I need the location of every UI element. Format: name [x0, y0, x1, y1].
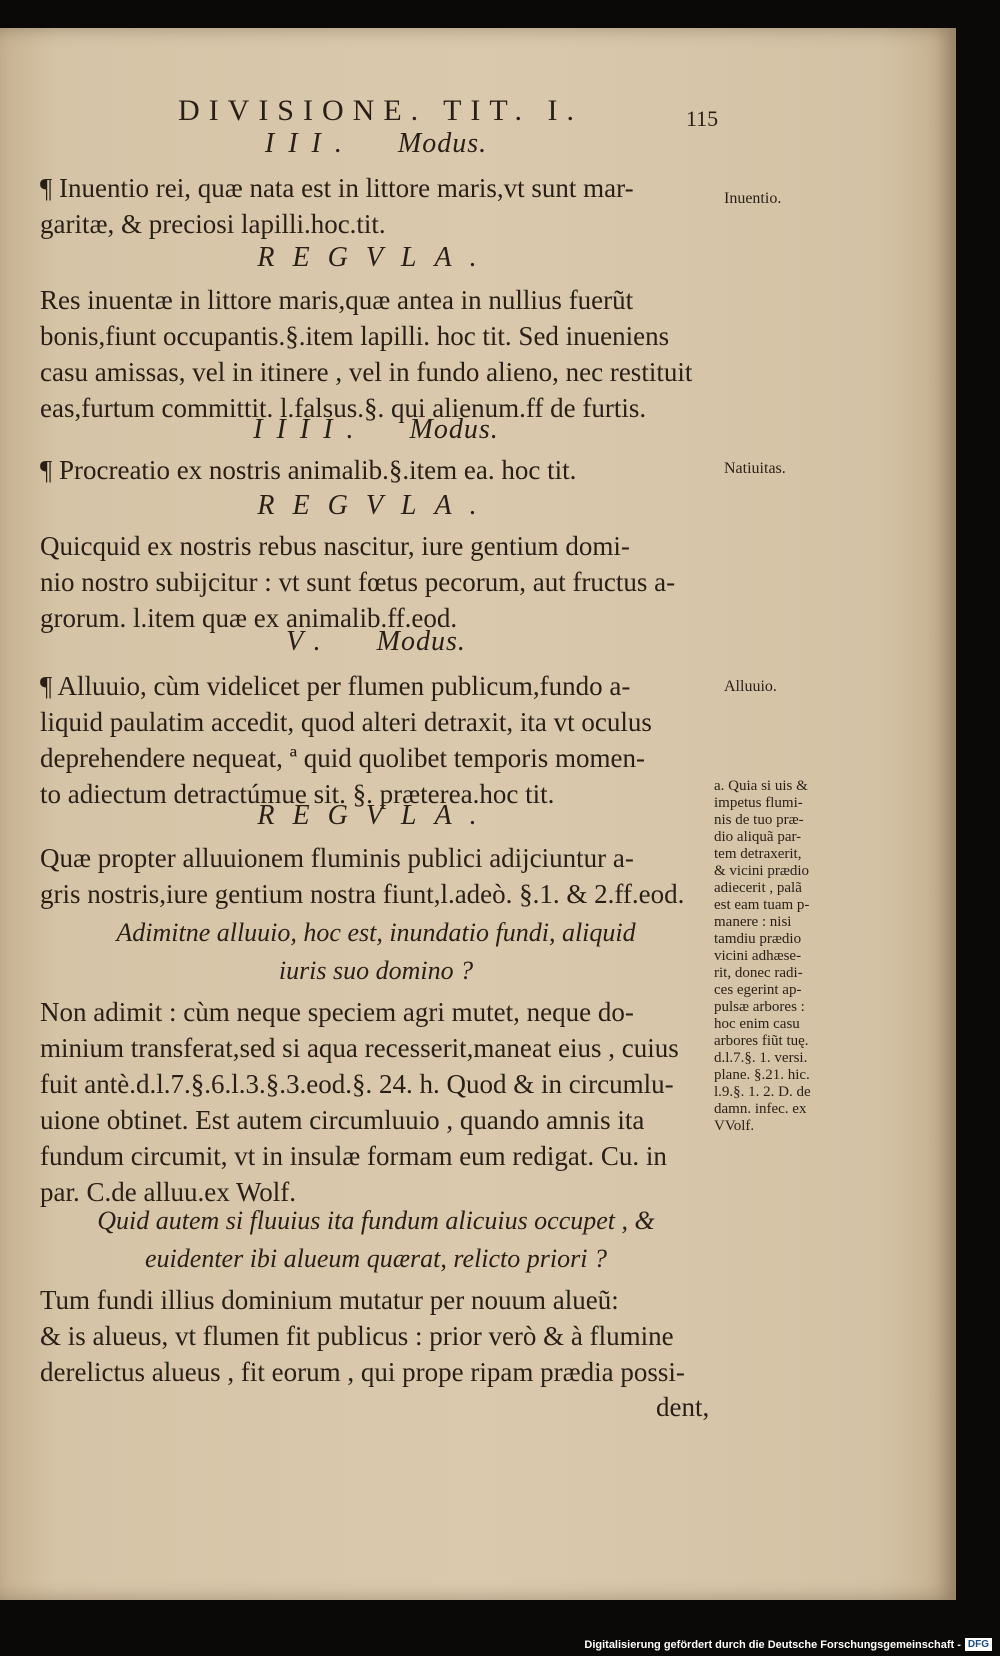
- regula-heading-3: REGVLA.: [257, 800, 495, 831]
- margin-note-alluuio: Alluuio.: [724, 678, 777, 695]
- paragraph-alluuio: ¶ Alluuio, cùm videlicet per flumen publicum,fundo a- liquid paulatim accedit, quod alteri detraxit, ita vt oculus deprehendere nequeat, ª quid quolibet temporis momen- to adiectum detractúmue sit. §. præterea.hoc tit.: [40, 671, 652, 809]
- question-heading-2: Quid autem si fluuius ita fundum alicuius occupet , & euidenter ibi alueum quærat, relicto priori ?: [97, 1206, 655, 1273]
- footer-credit-text: Digitalisierung gefördert durch die Deutsche Forschungsgemeinschaft -: [584, 1638, 961, 1651]
- paragraph-regula-1: Res inuentæ in littore maris,quæ antea in nullius fuerũt bonis,fiunt occupantis.§.item lapilli. hoc tit. Sed inueniens casu amissas, vel in itinere , vel in fundo alieno, nec restituit eas,furtum committit. l.falsus.§. qui alienum.ff de furtis.: [40, 285, 693, 423]
- margin-note-natiuitas: Natiuitas.: [724, 460, 786, 477]
- modus-heading-3: III. Modus.: [264, 128, 488, 159]
- modus-heading-5: V. Modus.: [286, 626, 466, 657]
- regula-heading-1: REGVLA.: [257, 242, 495, 273]
- page-number: 115: [686, 106, 719, 131]
- paragraph-regula-3: Quæ propter alluuionem fluminis publici adijciuntur a- gris nostris,iure gentium nostra fiunt,l.adeò. §.1. & 2.ff.eod.: [40, 843, 685, 909]
- paragraph-procreatio: ¶ Procreatio ex nostris animalib.§.item ea. hoc tit.: [40, 455, 577, 485]
- paragraph-inuentio: ¶ Inuentio rei, quæ nata est in littore maris,vt sunt mar- garitæ, & preciosi lapilli.hoc.tit.: [40, 173, 634, 239]
- book-page: [0, 28, 956, 1600]
- question-heading-1: Adimitne alluuio, hoc est, inundatio fundi, aliquid iuris suo domino ?: [116, 918, 636, 985]
- running-header: DIVISIONE. TIT. I.: [178, 94, 584, 127]
- paragraph-regula-2: Quicquid ex nostris rebus nascitur, iure gentium domi- nio nostro subijcitur : vt sunt fœtus pecorum, aut fructus a- grorum. l.item quæ ex animalib.ff.eod.: [40, 531, 676, 633]
- digitization-footer: [584, 1638, 992, 1651]
- margin-note-inuentio: Inuentio.: [724, 190, 782, 207]
- paragraph-tum-fundi: Tum fundi illius dominium mutatur per nouum alueũ: & is alueus, vt flumen fit publicus : prior verò & à flumine derelictus alueus , fit eorum , qui prope ripam prædia possi-: [40, 1285, 685, 1387]
- regula-heading-2: REGVLA.: [257, 490, 495, 521]
- modus-heading-4: IIII. Modus.: [253, 414, 499, 445]
- paragraph-non-adimit: Non adimit : cùm neque speciem agri mutet, neque do- minium transferat,sed si aqua recesserit,maneat eius , cuius fuit antè.d.l.7.§.6.l.3.§.3.eod.§. 24. h. Quod & in circumlu- uione obtinet. Est autem circumluuio , quando amnis ita fundum circumit, vt in insulæ formam eum redigat. Cu. in par. C.de alluu.ex Wolf.: [40, 997, 679, 1207]
- catchword: dent,: [656, 1392, 710, 1422]
- dfg-logo-icon: DFG: [965, 1638, 992, 1651]
- marginal-footnote-a: a. Quia si uis & impetus flumi- nis de tuo præ- dio aliquã par- tem detraxerit, & vicini prædio adiecerit , palã est eam tuam p- manere : nisi tamdiu prædio vicini adhæse- rit, donec radi- ces egerint ap- pulsæ arbores : hoc enim casu arbores fiũt tuę. d.l.7.§. 1. versi. plane. §.21. hic. l.9.§. 1. 2. D. de damn. infec. ex VVolf.: [714, 778, 811, 1134]
